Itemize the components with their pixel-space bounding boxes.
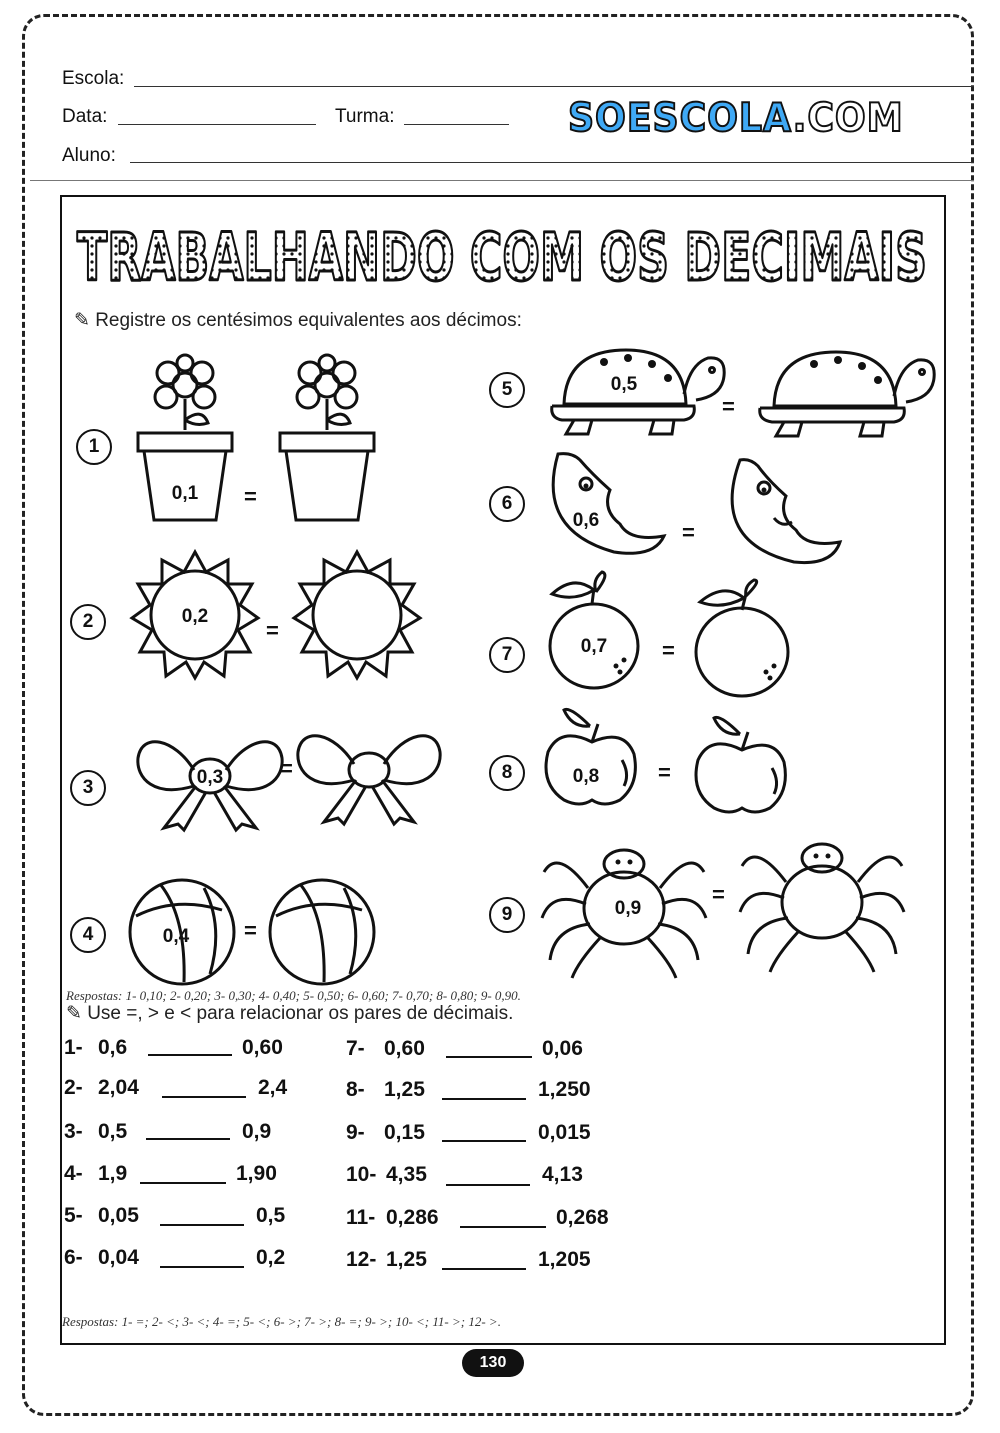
value-0-1: 0,1 — [171, 483, 199, 504]
spider-blank-icon — [736, 826, 908, 976]
pair-label: 1- — [64, 1036, 83, 1059]
pair-right-value: 1,250 — [538, 1078, 591, 1101]
ball-icon — [126, 876, 238, 988]
value-0-6: 0,6 — [572, 510, 600, 531]
answer-blank[interactable] — [442, 1140, 526, 1142]
pair-left-value: 4,35 — [386, 1163, 427, 1186]
value-0-5: 0,5 — [610, 374, 638, 395]
value-0-9: 0,9 — [614, 898, 642, 919]
answer-blank[interactable] — [148, 1054, 232, 1056]
item-number-3: 3 — [70, 770, 106, 806]
equals-sign: = — [658, 760, 671, 785]
item-number-7: 7 — [489, 637, 525, 673]
flower-pot-blank-icon — [272, 355, 382, 525]
bow-icon — [134, 728, 286, 832]
pair-label: 12- — [346, 1248, 377, 1271]
class-label: Turma: — [335, 106, 395, 127]
ball-blank-icon — [266, 876, 378, 988]
answers-equivalents: Respostas: 1- 0,10; 2- 0,20; 3- 0,30; 4- 0,40; 5- 0,50; 6- 0,60; 7- 0,70; 8- 0,80; 9- 0,90. — [66, 988, 521, 1003]
header-separator — [30, 180, 974, 181]
pair-label: 11- — [346, 1206, 376, 1229]
moon-blank-icon — [718, 456, 844, 566]
worksheet-title — [72, 210, 932, 295]
item-number-8: 8 — [489, 755, 525, 791]
instruction-compare: ✎ Use =, > e < para relacionar os pares de décimais. — [66, 1003, 514, 1024]
class-field-line[interactable] — [404, 124, 509, 125]
item-number-2: 2 — [70, 604, 106, 640]
spider-icon — [538, 832, 710, 982]
pair-right-value: 0,015 — [538, 1121, 591, 1144]
equals-sign: = — [712, 882, 725, 907]
answer-blank[interactable] — [160, 1224, 244, 1226]
turtle-icon — [544, 344, 728, 440]
pair-left-value: 0,05 — [98, 1204, 139, 1227]
equals-sign: = — [244, 484, 257, 509]
answer-blank[interactable] — [446, 1056, 532, 1058]
value-0-2: 0,2 — [181, 606, 209, 627]
pair-left-value: 0,60 — [384, 1037, 425, 1060]
answer-blank[interactable] — [140, 1182, 226, 1184]
pair-label: 7- — [346, 1037, 365, 1060]
equals-sign: = — [280, 756, 293, 781]
answer-blank[interactable] — [162, 1096, 246, 1098]
orange-blank-icon — [692, 580, 796, 702]
pair-right-value: 4,13 — [542, 1163, 583, 1186]
pair-left-value: 0,286 — [386, 1206, 439, 1229]
equals-sign: = — [662, 638, 675, 663]
sun-blank-icon — [292, 550, 422, 680]
pair-right-value: 0,5 — [256, 1204, 286, 1227]
pair-label: 4- — [64, 1162, 83, 1185]
pair-right-value: 1,90 — [236, 1162, 277, 1185]
pair-left-value: 0,15 — [384, 1121, 425, 1144]
value-0-3: 0,3 — [196, 767, 224, 788]
item-number-5: 5 — [489, 372, 525, 408]
instruction-equivalents: ✎ Registre os centésimos equivalentes aos décimos: — [74, 310, 522, 331]
pair-right-value: 2,4 — [258, 1076, 288, 1099]
answer-blank[interactable] — [442, 1268, 526, 1270]
school-field-line[interactable] — [134, 86, 974, 87]
equals-sign: = — [682, 520, 695, 545]
student-label: Aluno: — [62, 145, 116, 166]
apple-blank-icon — [690, 712, 794, 816]
pair-left-value: 0,04 — [98, 1246, 139, 1269]
pair-left-value: 1,25 — [386, 1248, 427, 1271]
equals-sign: = — [266, 618, 279, 643]
pair-right-value: 0,9 — [242, 1120, 272, 1143]
sun-icon — [130, 550, 260, 680]
title-text: TRABALHANDO COM OS DECIMAIS — [77, 219, 928, 295]
brand-logo — [568, 96, 904, 141]
item-number-1: 1 — [76, 429, 112, 465]
school-label: Escola: — [62, 68, 125, 89]
pair-right-value: 0,06 — [542, 1037, 583, 1060]
date-label: Data: — [62, 106, 108, 127]
equals-sign: = — [244, 918, 257, 943]
pair-label: 8- — [346, 1078, 365, 1101]
item-number-6: 6 — [489, 486, 525, 522]
answer-blank[interactable] — [160, 1266, 244, 1268]
answer-blank[interactable] — [460, 1226, 546, 1228]
turtle-blank-icon — [750, 346, 940, 442]
pair-left-value: 1,25 — [384, 1078, 425, 1101]
pair-label: 9- — [346, 1121, 365, 1144]
pair-label: 3- — [64, 1120, 83, 1143]
pair-label: 2- — [64, 1076, 83, 1099]
pair-right-value: 0,2 — [256, 1246, 286, 1269]
pair-left-value: 1,9 — [98, 1162, 128, 1185]
bow-blank-icon — [294, 722, 444, 826]
item-number-4: 4 — [70, 917, 106, 953]
pair-label: 5- — [64, 1204, 83, 1227]
equals-sign: = — [722, 394, 735, 419]
pair-right-value: 1,205 — [538, 1248, 591, 1271]
brand-main: SOESCOLA — [568, 96, 793, 141]
student-field-line[interactable] — [130, 162, 974, 163]
pair-right-value: 0,60 — [242, 1036, 283, 1059]
page-number: 130 — [462, 1349, 524, 1377]
flower-pot-icon — [130, 355, 240, 525]
pair-right-value: 0,268 — [556, 1206, 609, 1229]
orange-icon — [544, 570, 648, 692]
pair-left-value: 0,6 — [98, 1036, 128, 1059]
pair-left-value: 0,5 — [98, 1120, 128, 1143]
answers-compare: Respostas: 1- =; 2- <; 3- <; 4- =; 5- <; 6- >; 7- >; 8- =; 9- >; 10- <; 11- >; 12- >. — [62, 1314, 501, 1329]
pair-left-value: 2,04 — [98, 1076, 139, 1099]
brand-suffix: .COM — [792, 96, 904, 141]
apple-icon — [540, 704, 644, 808]
answer-blank[interactable] — [442, 1098, 526, 1100]
value-0-7: 0,7 — [580, 636, 608, 657]
moon-icon — [544, 450, 670, 556]
item-number-9: 9 — [489, 897, 525, 933]
date-field-line[interactable] — [118, 124, 316, 125]
value-0-4: 0,4 — [162, 926, 190, 947]
value-0-8: 0,8 — [572, 766, 600, 787]
answer-blank[interactable] — [446, 1184, 530, 1186]
pair-label: 6- — [64, 1246, 83, 1269]
answer-blank[interactable] — [146, 1138, 230, 1140]
pair-label: 10- — [346, 1163, 377, 1186]
